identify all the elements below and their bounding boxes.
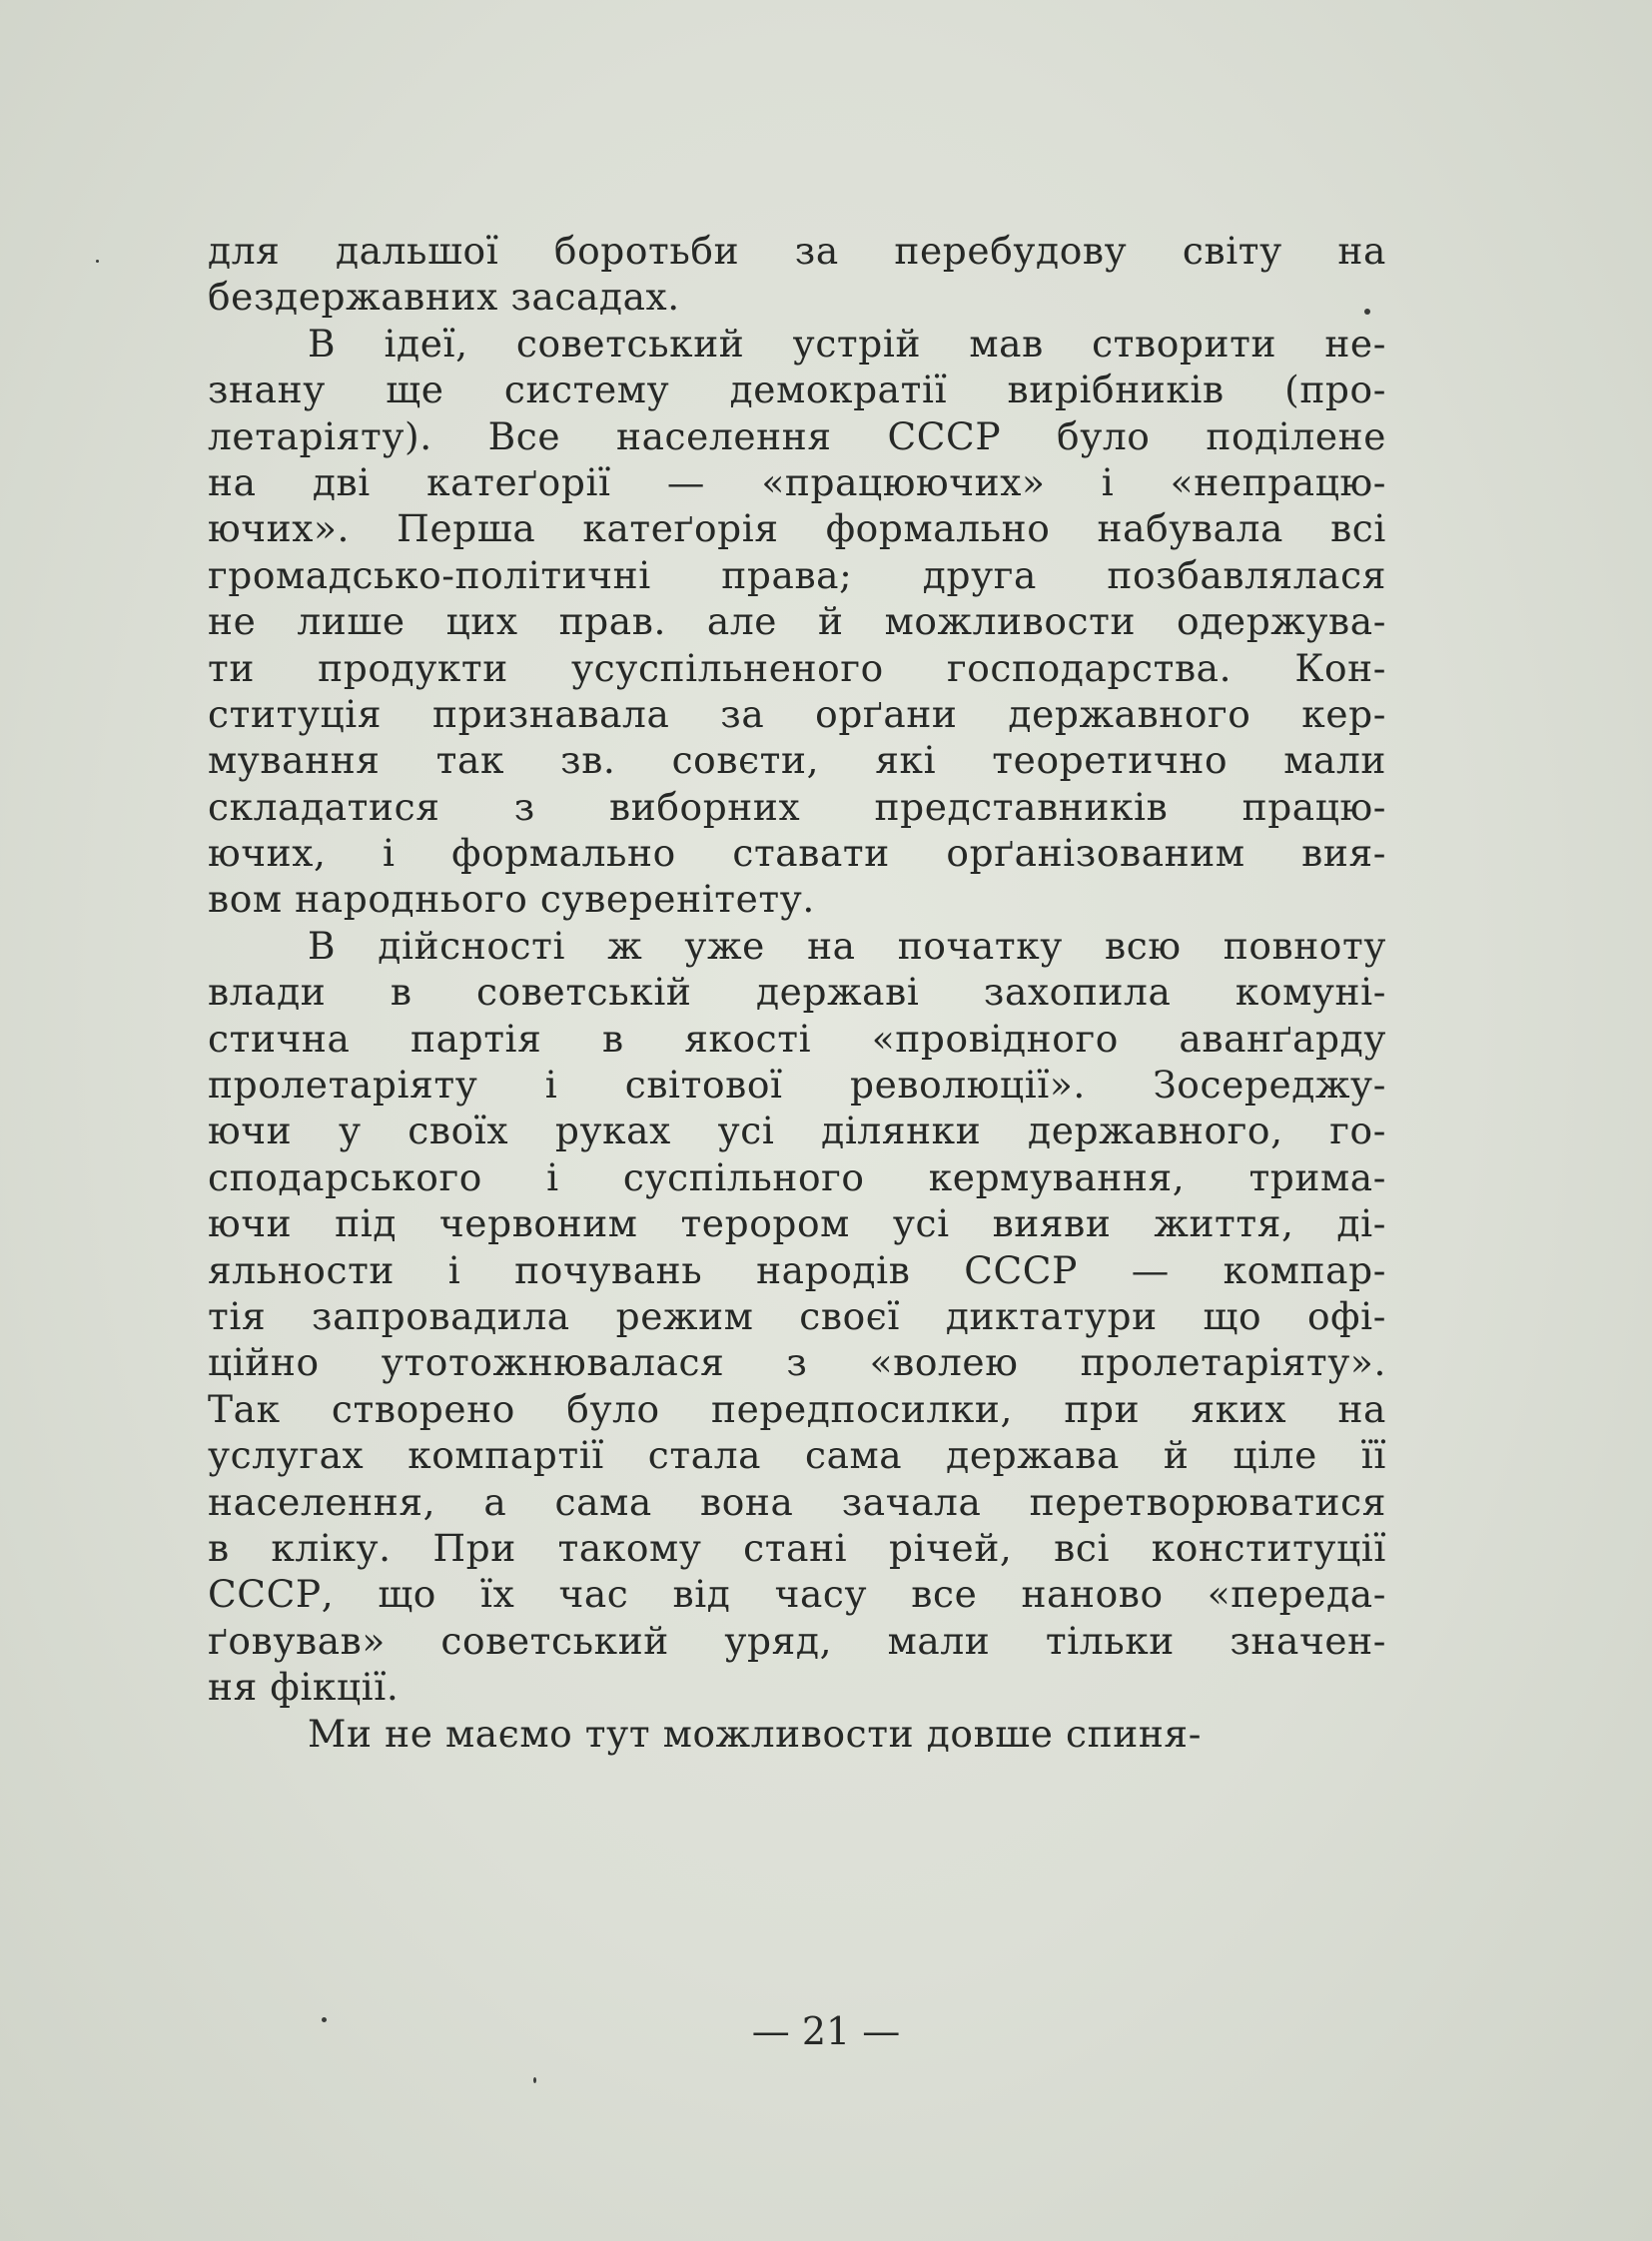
text-line: В дійсності ж уже на початку всю повноту [308,923,1386,968]
text-line: ючи під червоним терором усі вияви життя, ді- [208,1201,1386,1246]
text-line: ти продукти усуспільненого господарства. Кон- [208,645,1386,690]
text-line: В ідеї, советський устрій мав створити не- [308,321,1386,366]
text-line: ституція признавала за орґани державного кер- [208,691,1386,736]
text-line: Ми не маємо тут можливости довше спиня- [308,1711,1202,1756]
text-line: громадсько-політичні права; друга позбавлялася [208,552,1386,597]
paragraph [208,228,1386,321]
text-line: в кліку. При такому стані річей, всі конституції [208,1525,1386,1570]
ink-speck [322,2017,327,2022]
text-line: вом народнього суверенітету. [208,877,815,922]
text-line: знану ще систему демократії вирібників (про- [208,368,1386,412]
text-line: ґовував» советський уряд, мали тільки значен- [208,1618,1386,1663]
text-line: Так створено було передпосилки, при яких на [208,1386,1386,1431]
text-line: ючих, і формально ставати орґанізованим вия- [208,831,1386,876]
text-line: не лише цих прав. але й можливости одержува- [208,599,1386,644]
text-line: яльности і почувань народів СССР — компар- [208,1247,1386,1292]
text-line: летаріяту). Все населення СССР було поділене [208,413,1386,458]
text-line: мування так зв. совєти, які теоретично мали [208,738,1386,783]
text-line: ючих». Перша катеґорія формально набувала всі [208,506,1386,551]
text-line: стична партія в якості «провідного аванґарду [208,1016,1386,1061]
text-line: ючи у своїх руках усі ділянки державного, го- [208,1109,1386,1153]
text-line: сподарського і суспільного кермування, трима- [208,1154,1386,1199]
paragraph [208,923,1386,1711]
text-line: на дві катеґорії — «працюючих» і «непрацю- [208,459,1386,504]
text-line: услугах компартії стала сама держава й ціле її [208,1433,1386,1478]
ink-speck [1364,309,1370,315]
ink-speck [533,2077,536,2083]
text-line: бездержавних засадах. [208,275,680,320]
text-line: влади в советській державі захопила комуні- [208,970,1386,1015]
text-line: тія запровадила режим своєї диктатури що офі- [208,1293,1386,1338]
text-line: ня фікції. [208,1665,400,1710]
text-line: СССР, що їх час від часу все наново «передa- [208,1572,1386,1617]
text-line: складатися з виборних представників працю- [208,784,1386,829]
paragraph [208,1711,1386,1757]
page-number: — 21 — [751,2009,901,2053]
text-line: пролетаріяту і світової революції». Зосереджу- [208,1063,1386,1108]
text-line: ційно утотожнювалася з «волею пролетаріяту». [208,1340,1386,1385]
body-text [208,228,1386,1757]
paragraph [208,321,1386,923]
text-line: для дальшої боротьби за перебудову світу на [208,229,1386,273]
text-line: населення, а сама вона зачала перетворюватися [208,1479,1386,1524]
ink-speck [96,260,99,263]
